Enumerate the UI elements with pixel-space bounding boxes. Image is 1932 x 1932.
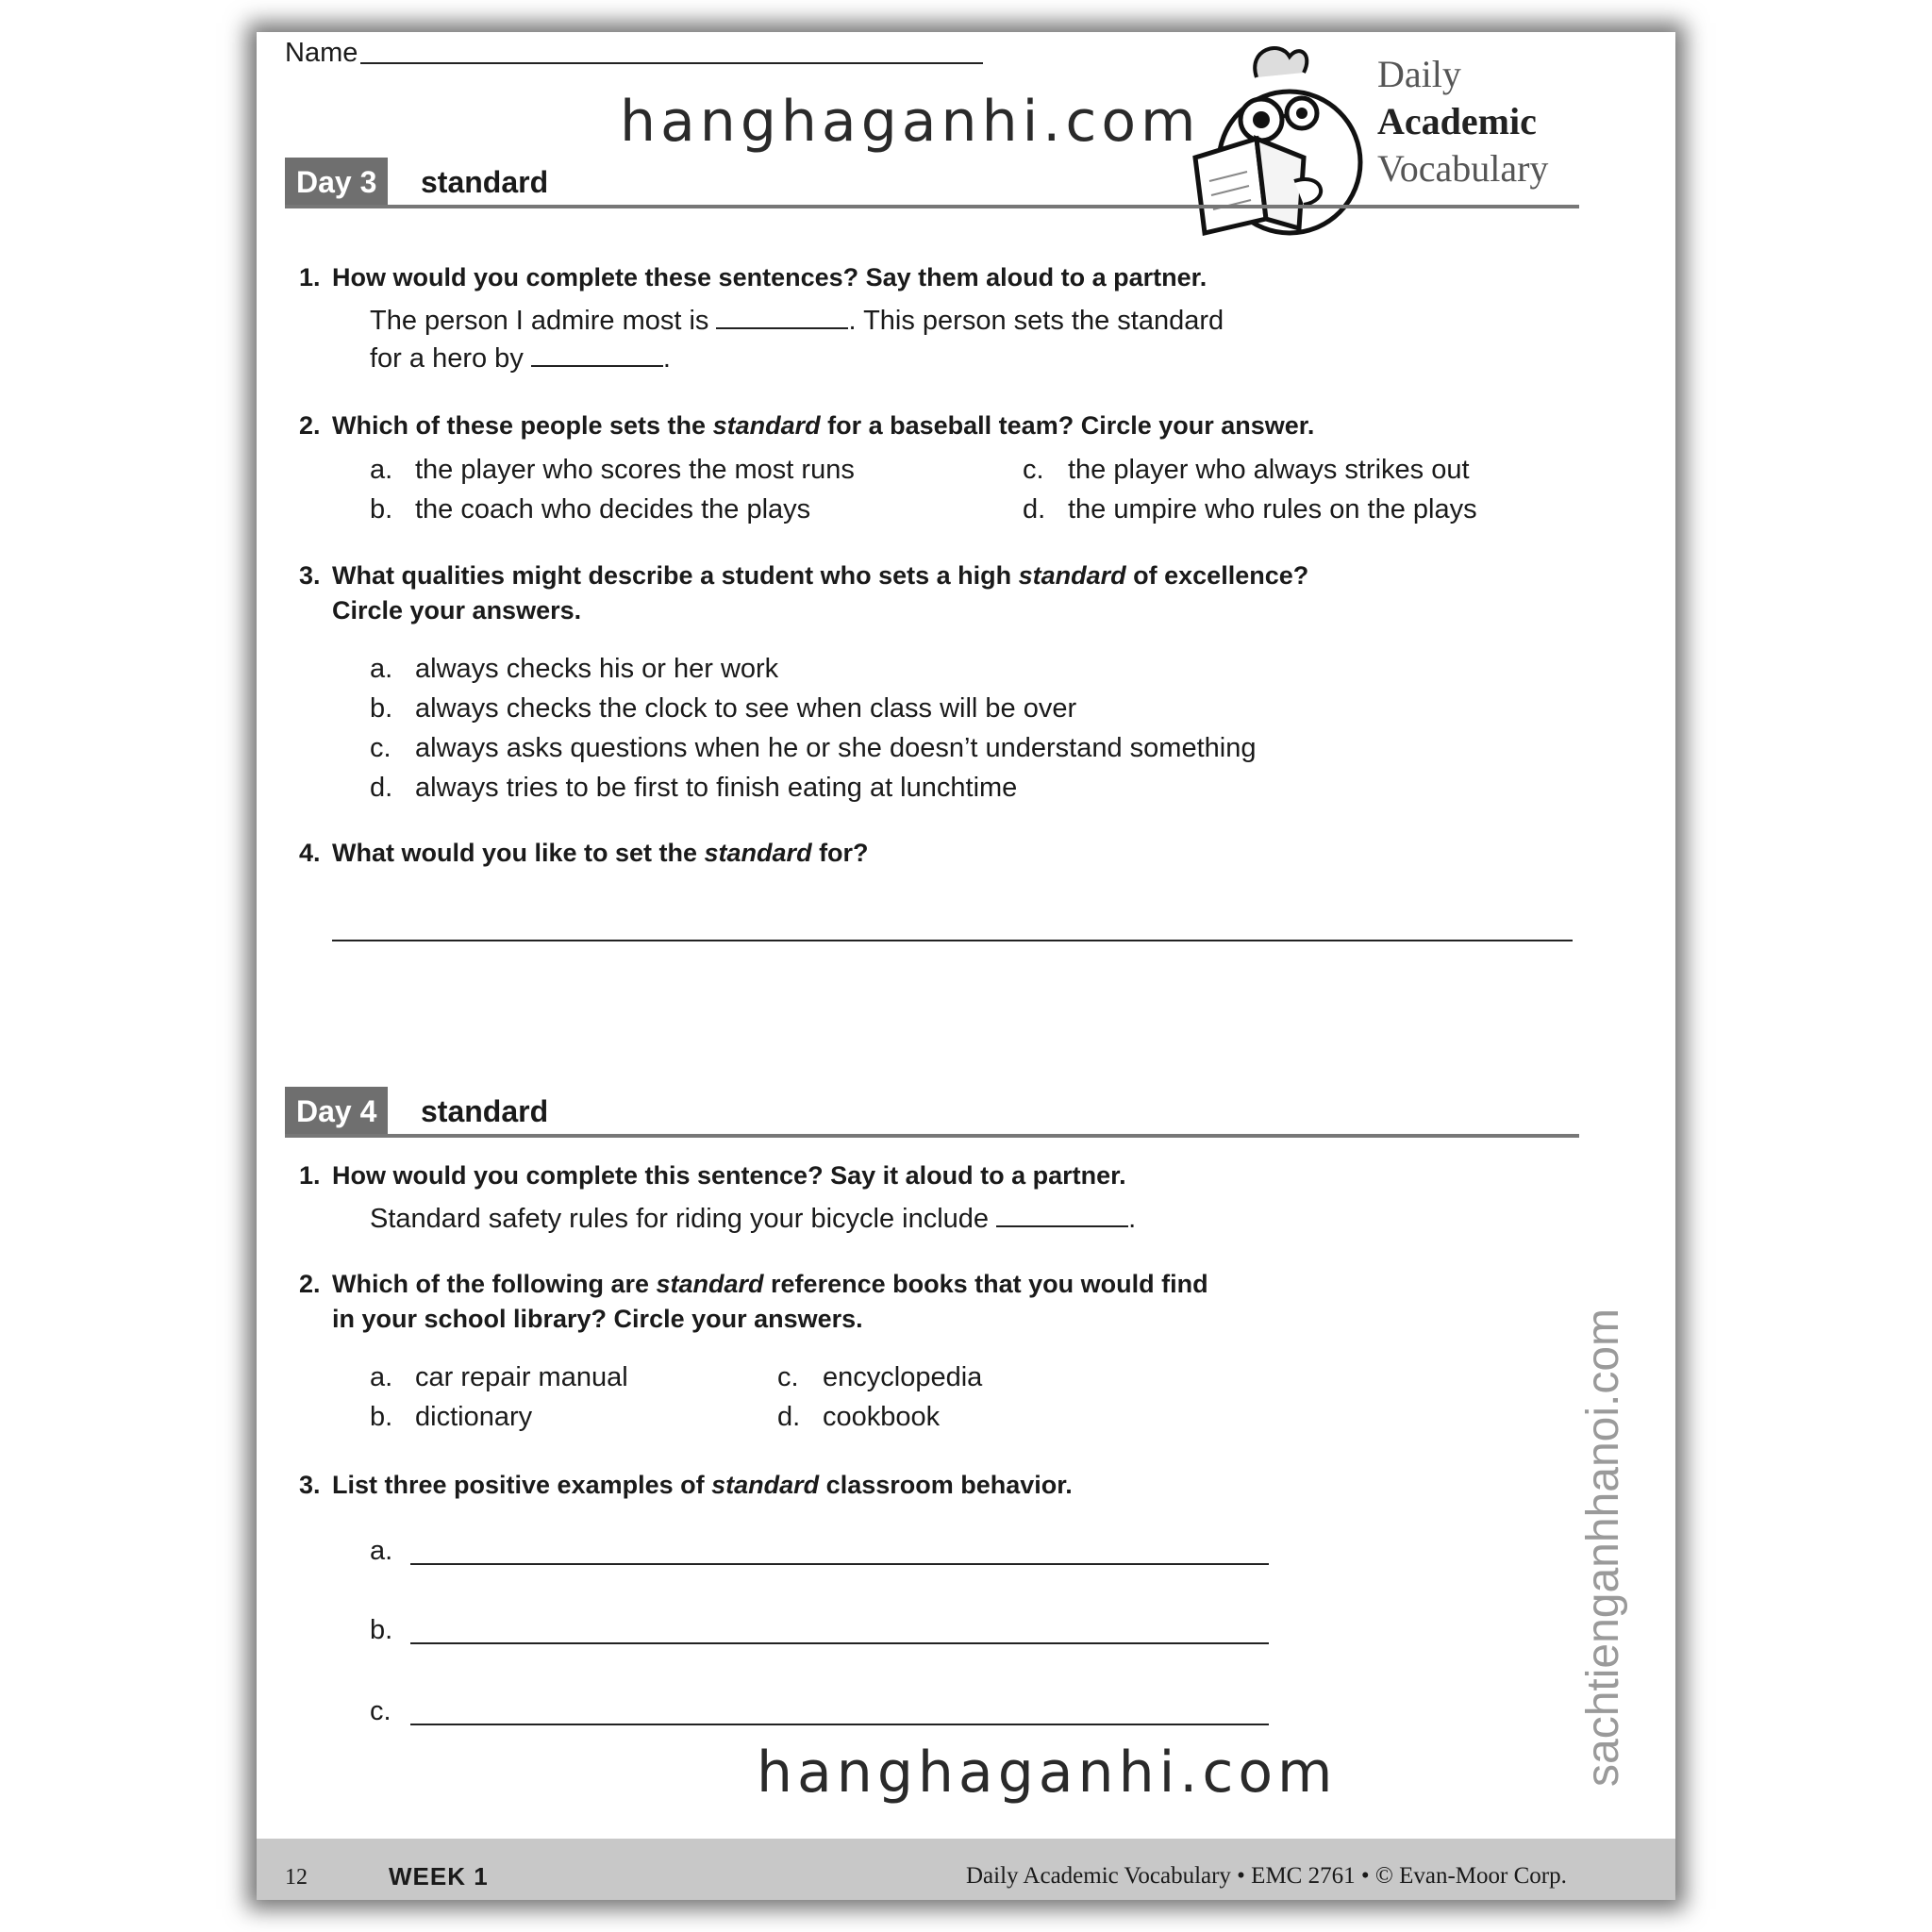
day3-q4-prompt-b: for?: [811, 839, 869, 867]
day3-q3-option-c[interactable]: [370, 733, 1256, 764]
day3-q2-option-d[interactable]: [1023, 494, 1477, 525]
option-letter: a.: [370, 654, 393, 684]
watermark-side: sachtienganhhanoi.com: [1578, 1307, 1628, 1787]
name-field-line[interactable]: [360, 62, 983, 64]
day4-q3-answer-line-a[interactable]: [410, 1563, 1269, 1565]
brand-line-daily: Daily: [1377, 53, 1461, 95]
day3-q2-option-a[interactable]: [370, 455, 855, 486]
day3-q1-text-c: for a hero by: [370, 343, 531, 374]
option-letter: d.: [777, 1402, 801, 1432]
day4-q3-prompt: [332, 1468, 1073, 1503]
option-text: the umpire who rules on the plays: [1068, 494, 1477, 525]
day3-q1-text-a: The person I admire most is: [370, 306, 717, 336]
footer-week: WEEK 1: [389, 1862, 489, 1890]
option-text: encyclopedia: [823, 1362, 983, 1392]
day4-q3-letter-c: c.: [370, 1696, 391, 1726]
option-letter: d.: [370, 773, 393, 803]
brand-logo-text: [1377, 51, 1548, 192]
day4-q1-sentence: [370, 1200, 1136, 1238]
day4-q2-prompt-b: reference books that you would find: [763, 1270, 1208, 1298]
day3-tab: Day 3: [285, 158, 388, 207]
day3-q3-prompt-em: standard: [1018, 561, 1126, 590]
day4-q2-option-b[interactable]: [370, 1402, 532, 1433]
option-letter: a.: [370, 455, 393, 485]
worksheet-page: [257, 32, 1675, 1900]
day4-q2-prompt-a: Which of the following are: [332, 1270, 657, 1298]
option-letter: c.: [1023, 455, 1044, 485]
day3-word: standard: [421, 165, 549, 199]
day4-q1: [299, 1158, 1525, 1196]
day3-q3: [299, 558, 1525, 596]
option-text: always asks questions when he or she doesn’t understand something: [415, 733, 1257, 763]
day4-q2: [299, 1267, 1525, 1305]
day3-rule: [285, 205, 1579, 208]
day3-q3-prompt-b: of excellence?: [1125, 561, 1309, 590]
option-letter: d.: [1023, 494, 1046, 525]
day3-q1: [299, 260, 1525, 298]
day4-q2-option-d[interactable]: [777, 1402, 940, 1433]
option-text: car repair manual: [415, 1362, 628, 1392]
day4-q3-letter-a: a.: [370, 1536, 393, 1566]
day3-q4-number: 4.: [299, 839, 321, 867]
option-letter: a.: [370, 1362, 393, 1392]
day3-q1-number: 1.: [299, 263, 321, 291]
day3-q4: [299, 836, 1525, 874]
day4-q1-text-b: .: [1128, 1204, 1137, 1234]
name-label: Name: [285, 38, 358, 68]
day3-q1-text-b: . This person sets the standard: [848, 306, 1224, 336]
watermark-bottom: hanghaganhi.com: [757, 1740, 1338, 1806]
day3-q1-blank-2[interactable]: [531, 365, 663, 367]
day3-q1-text-d: .: [662, 343, 671, 374]
day4-q2-option-c[interactable]: [777, 1362, 982, 1393]
footer-credit: Daily Academic Vocabulary • EMC 2761 • © Evan-Moor Corp.: [966, 1863, 1567, 1889]
day4-q2-prompt: [332, 1267, 1208, 1302]
day3-q1-prompt: How would you complete these sentences? Say them aloud to a partner.: [332, 263, 1208, 291]
option-letter: b.: [370, 1402, 393, 1432]
day4-q3-prompt-em: standard: [711, 1471, 820, 1499]
day4-rule: [285, 1134, 1579, 1138]
option-letter: c.: [370, 733, 391, 763]
day3-q4-prompt-a: What would you like to set the: [332, 839, 705, 867]
option-letter: b.: [370, 693, 393, 724]
option-text: the player who always strikes out: [1068, 455, 1470, 485]
option-text: the coach who decides the plays: [415, 494, 811, 525]
day3-q1-sentence-2: [370, 340, 671, 377]
day4-q3: [299, 1468, 1525, 1506]
day3-q2-number: 2.: [299, 411, 321, 440]
day4-q2-number: 2.: [299, 1270, 321, 1298]
option-text: always tries to be first to finish eating at lunchtime: [415, 773, 1018, 803]
day4-q3-letter-b: b.: [370, 1615, 393, 1645]
day4-q1-prompt: How would you complete this sentence? Say it aloud to a partner.: [332, 1161, 1126, 1190]
option-text: cookbook: [823, 1402, 941, 1432]
day3-q3-prompt-a: What qualities might describe a student who sets a high: [332, 561, 1019, 590]
day4-q1-number: 1.: [299, 1161, 321, 1190]
day3-q2-option-c[interactable]: [1023, 455, 1470, 486]
day3-q4-prompt: [332, 836, 869, 871]
day3-q2-prompt-em: standard: [712, 411, 821, 440]
brand-line-academic: Academic: [1377, 100, 1537, 142]
day4-q3-answer-line-b[interactable]: [410, 1642, 1269, 1644]
day4-q2-prompt-line2: in your school library? Circle your answers.: [332, 1305, 863, 1333]
owl-reading-book-icon: [1191, 40, 1379, 247]
day4-q3-answer-line-c[interactable]: [410, 1724, 1269, 1725]
day3-q4-prompt-em: standard: [704, 839, 812, 867]
day3-q1-sentence-1: [370, 302, 1224, 340]
day3-q3-number: 3.: [299, 561, 321, 590]
day4-q3-prompt-a: List three positive examples of: [332, 1471, 712, 1499]
option-letter: c.: [777, 1362, 799, 1392]
day4-q1-text-a: Standard safety rules for riding your bicycle include: [370, 1204, 997, 1234]
day3-q3-option-d[interactable]: [370, 773, 1017, 804]
day3-q2: [299, 408, 1525, 446]
day4-q1-blank[interactable]: [996, 1225, 1128, 1227]
day3-q3-option-a[interactable]: [370, 654, 778, 685]
option-text: always checks the clock to see when class will be over: [415, 693, 1077, 724]
day3-q2-prompt-a: Which of these people sets the: [332, 411, 713, 440]
day4-q3-prompt-b: classroom behavior.: [819, 1471, 1073, 1499]
day4-tab: Day 4: [285, 1087, 388, 1136]
day3-q2-prompt: [332, 408, 1314, 443]
option-letter: b.: [370, 494, 393, 525]
watermark-top: hanghaganhi.com: [620, 89, 1201, 155]
day4-q2-option-a[interactable]: [370, 1362, 628, 1393]
day3-q3-prompt-line2: Circle your answers.: [332, 596, 582, 625]
day3-q3-prompt: [332, 558, 1308, 593]
day3-q2-prompt-b: for a baseball team? Circle your answer.: [820, 411, 1315, 440]
day3-q2-option-b[interactable]: [370, 494, 810, 525]
day4-q2-prompt-em: standard: [656, 1270, 764, 1298]
day4-word: standard: [421, 1094, 549, 1128]
day3-q4-answer-line[interactable]: [332, 940, 1573, 941]
day3-q3-option-b[interactable]: [370, 693, 1076, 724]
option-text: always checks his or her work: [415, 654, 779, 684]
day4-q3-number: 3.: [299, 1471, 321, 1499]
day3-q1-blank-1[interactable]: [716, 327, 848, 329]
option-text: the player who scores the most runs: [415, 455, 855, 485]
brand-line-vocabulary: Vocabulary: [1377, 147, 1549, 190]
option-text: dictionary: [415, 1402, 533, 1432]
footer-page-number: 12: [285, 1865, 308, 1890]
